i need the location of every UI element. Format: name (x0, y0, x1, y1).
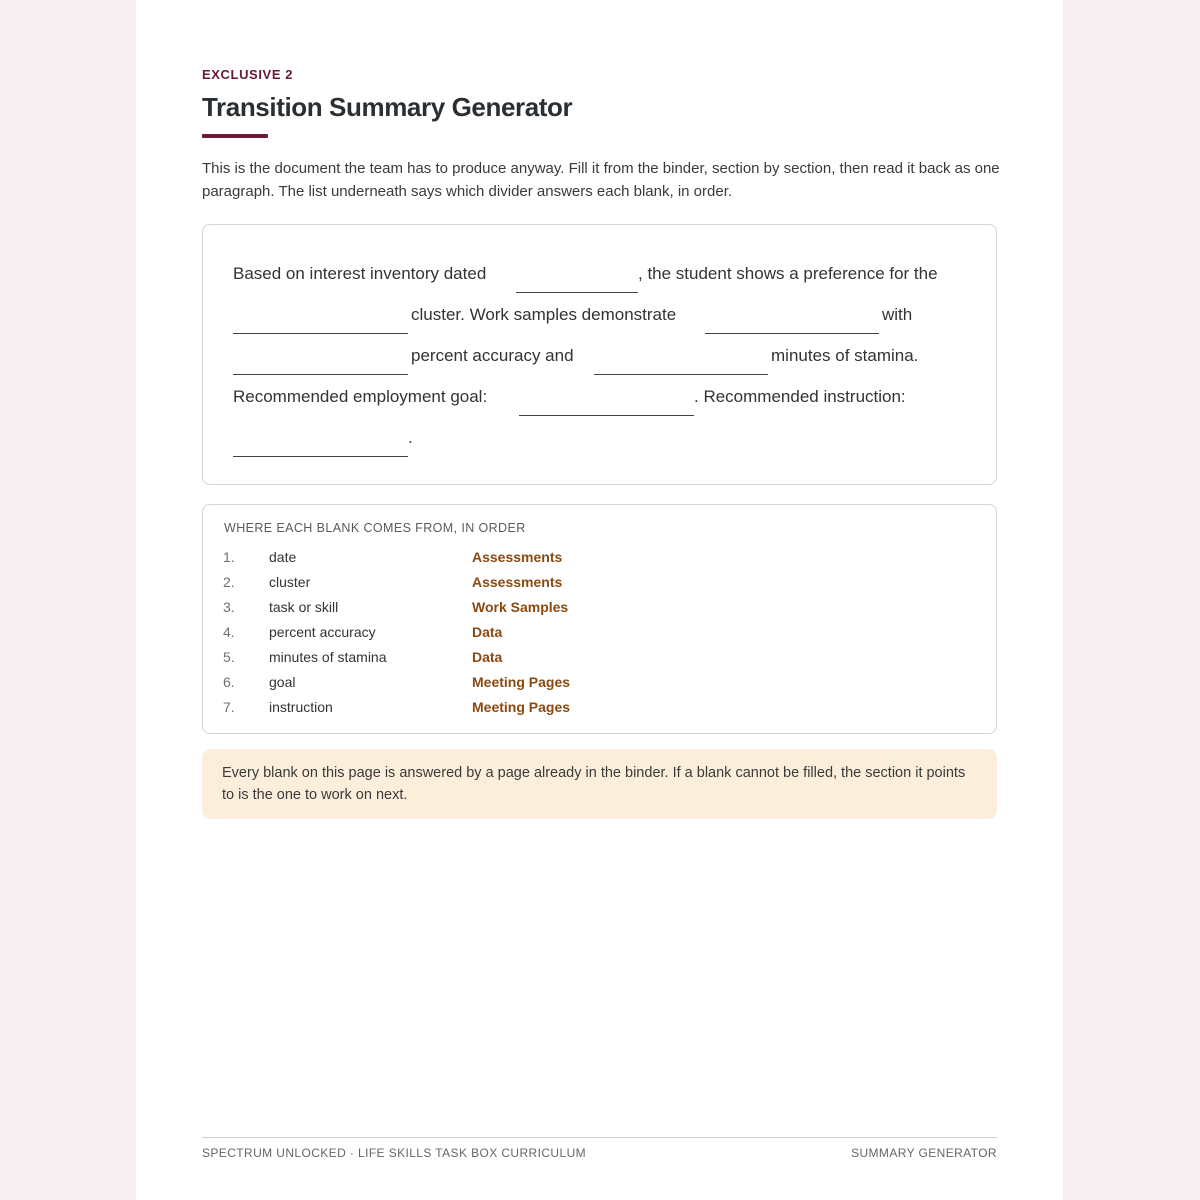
list-item (223, 624, 623, 649)
item-number: 6. (223, 674, 235, 690)
list-item (223, 599, 623, 624)
item-source: Work Samples (472, 599, 569, 615)
cluster-blank[interactable] (233, 333, 408, 334)
item-label: goal (269, 674, 296, 690)
form-text-with: with (882, 305, 913, 324)
item-number: 4. (223, 624, 235, 640)
footer-divider (202, 1137, 997, 1138)
item-label: cluster (269, 574, 311, 590)
item-number: 1. (223, 549, 235, 565)
form-text-stamina: minutes of stamina. (771, 346, 919, 365)
percent-accuracy-blank[interactable] (233, 374, 408, 375)
list-item (223, 549, 623, 574)
sources-list (202, 504, 997, 734)
date-blank[interactable] (516, 292, 638, 293)
footer-right: SUMMARY GENERATOR (851, 1146, 997, 1160)
form-text-interest-date: Based on interest inventory dated (233, 264, 487, 283)
footer-left: SPECTRUM UNLOCKED · LIFE SKILLS TASK BOX CURRICULUM (202, 1146, 587, 1160)
form-line-4 (233, 376, 973, 416)
form-line-2 (233, 294, 973, 334)
item-label: instruction (269, 699, 333, 715)
item-source: Meeting Pages (472, 674, 571, 690)
item-label: task or skill (269, 599, 339, 615)
item-label: date (269, 549, 297, 565)
callout-note: Every blank on this page is answered by a page already in the binder. If a blank cannot be filled, the section it points to is the one to work on next. (202, 749, 997, 819)
title-underline (202, 134, 268, 138)
item-source: Meeting Pages (472, 699, 571, 715)
item-label: minutes of stamina (269, 649, 387, 665)
page-title: Transition Summary Generator (202, 92, 573, 122)
form-text-instruction: . Recommended instruction: (694, 387, 906, 406)
item-source: Data (472, 649, 503, 665)
sources-heading: WHERE EACH BLANK COMES FROM, IN ORDER (224, 521, 526, 535)
task-skill-blank[interactable] (705, 333, 879, 334)
summary-form (202, 224, 997, 485)
list-item (223, 699, 623, 724)
form-text-period: . (408, 428, 413, 447)
item-number: 3. (223, 599, 235, 615)
form-text-preference: , the student shows a preference for the (638, 264, 938, 283)
form-text-employment-goal: Recommended employment goal: (233, 387, 488, 406)
item-source: Assessments (472, 574, 563, 590)
form-line-5 (233, 417, 973, 457)
instruction-blank[interactable] (233, 456, 408, 457)
goal-blank[interactable] (519, 415, 694, 416)
document-page (136, 0, 1063, 1200)
list-item (223, 674, 623, 699)
item-number: 5. (223, 649, 235, 665)
eyebrow-label: EXCLUSIVE 2 (202, 67, 294, 82)
stamina-blank[interactable] (594, 374, 768, 375)
form-text-work-samples: cluster. Work samples demonstrate (411, 305, 677, 324)
item-source: Assessments (472, 549, 563, 565)
item-number: 7. (223, 699, 235, 715)
intro-paragraph: This is the document the team has to produce anyway. Fill it from the binder, section by section, then read it back as one paragraph. The list underneath says which divider answers each blank, in order. (202, 160, 1000, 200)
item-source: Data (472, 624, 503, 640)
list-item (223, 574, 623, 599)
item-number: 2. (223, 574, 235, 590)
item-label: percent accuracy (269, 624, 376, 640)
list-item (223, 649, 623, 674)
form-text-percent-accuracy: percent accuracy and (411, 346, 574, 365)
form-line-1 (233, 253, 973, 293)
form-line-3 (233, 335, 973, 375)
